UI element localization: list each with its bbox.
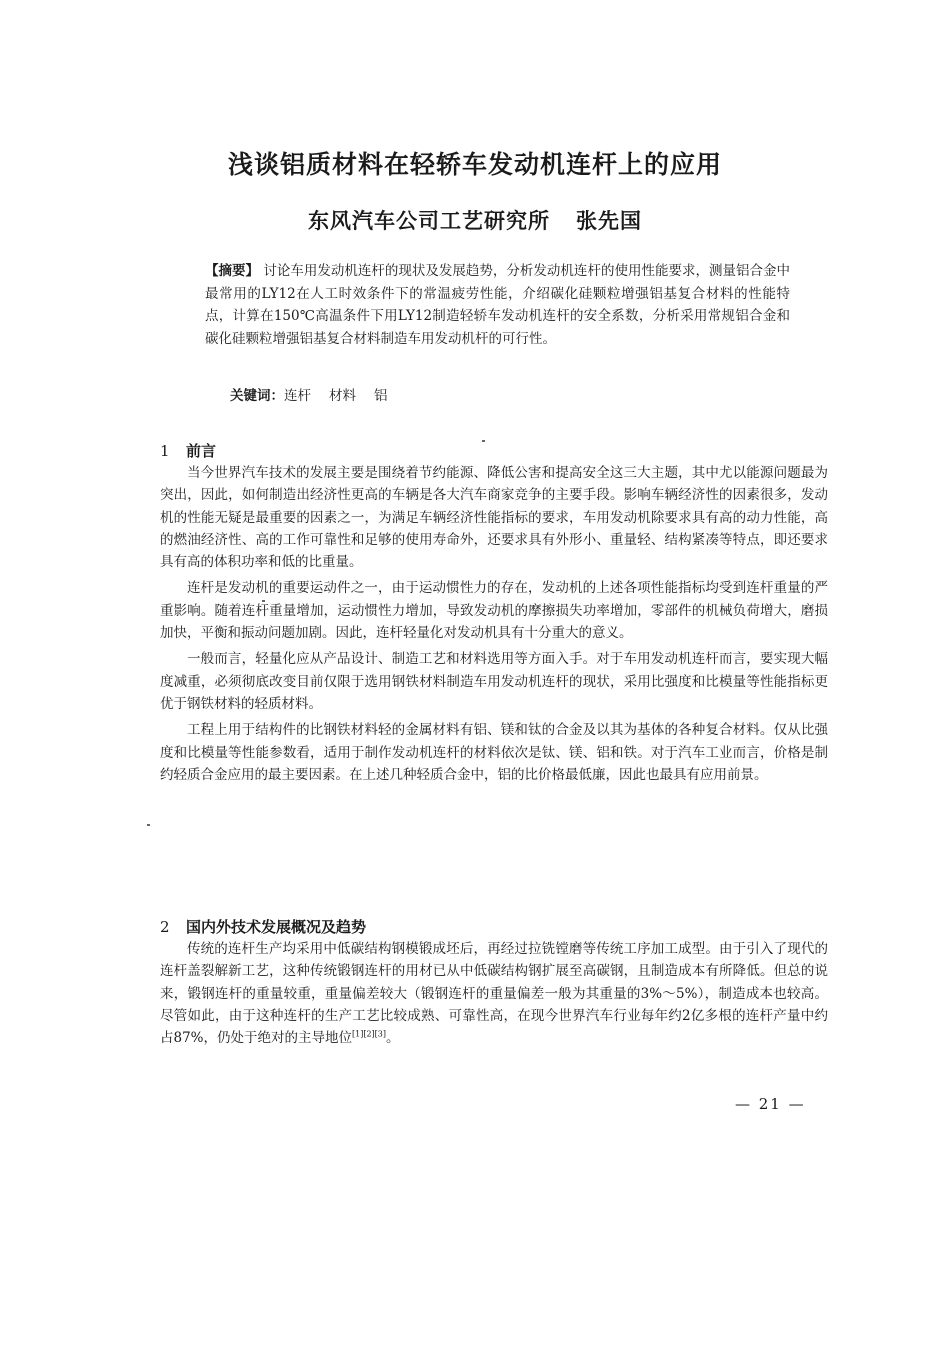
section-title: 国内外技术发展概况及趋势	[186, 918, 367, 936]
scan-speck	[262, 600, 265, 602]
paragraph: 连杆是发动机的重要运动件之一，由于运动惯性力的存在，发动机的上述各项性能指标均受到连杆重量的严重影响。随着连杆重量增加，运动惯性力增加，导致发动机的摩擦损失功率增加，零部件的机械负荷增大，磨损加快，平衡和振动问题加剧。因此，连杆轻量化对发动机具有十分重大的意义。	[160, 580, 828, 642]
section-number: 2	[160, 918, 170, 936]
section-2-body	[160, 938, 828, 1053]
paragraph	[160, 938, 828, 1049]
section-number: 1	[160, 442, 170, 460]
keywords-label: 关键词：	[230, 388, 284, 404]
citation: [1][2][3]	[352, 1029, 387, 1039]
keyword: 连杆	[284, 388, 311, 404]
paragraph: 一般而言，轻量化应从产品设计、制造工艺和材料选用等方面入手。对于车用发动机连杆而言，要实现大幅度减重，必须彻底改变目前仅限于选用钢铁材料制造车用发动机连杆的现状，采用比强度和比模量等性能指标更优于钢铁材料的轻质材料。	[160, 651, 828, 712]
keyword: 铝	[374, 388, 388, 404]
scan-speck	[482, 440, 485, 442]
abstract-label: 【摘要】	[205, 263, 260, 279]
section-heading-1	[160, 440, 216, 461]
author-affiliation: 东风汽车公司工艺研究所	[308, 208, 550, 233]
abstract	[205, 260, 790, 350]
keywords	[230, 386, 406, 406]
paper-title: 浅谈铝质材料在轻轿车发动机连杆上的应用	[227, 150, 722, 179]
author-name: 张先国	[576, 208, 642, 233]
scan-speck	[147, 824, 150, 826]
author-line	[0, 205, 950, 235]
paragraph-end: 。	[386, 1030, 400, 1047]
paragraph: 当今世界汽车技术的发展主要是围绕着节约能源、降低公害和提高安全这三大主题，其中尤以能源问题最为突出，因此，如何制造出经济性更高的车辆是各大汽车商家竞争的主要手段。影响车辆经济性的因素很多，发动机的性能无疑是最重要的因素之一，为满足车辆经济性能指标的要求，车用发动机除要求具有高的动力性能，高的燃油经济性、高的工作可靠性和足够的使用寿命外，还要求具有外形小、重量轻、结构紧凑等特点，即还要求具有高的体积功率和低的比重量。	[160, 465, 828, 571]
page-number: — 21 —	[735, 1095, 806, 1113]
keyword: 材料	[329, 388, 356, 404]
paragraph: 工程上用于结构件的比钢铁材料轻的金属材料有铝、镁和钛的合金及以其为基体的各种复合材料。仅从比强度和比模量等性能参数看，适用于制作发动机连杆的材料依次是钛、镁、铝和铁。对于汽车工业而言，价格是制约轻质合金应用的最主要因素。在上述几种轻质合金中，铝的比价格最低廉，因此也最具有应用前景。	[160, 722, 828, 783]
paragraph-text: 传统的连杆生产均采用中低碳结构钢模锻成坯后，再经过拉铣镗磨等传统工序加工成型。由于引入了现代的连杆盖裂解新工艺，这种传统锻钢连杆的用材已从中低碳结构钢扩展至高碳钢，且制造成本有所降低。但总的说来，锻钢连杆的重量较重，重量偏差较大（锻钢连杆的重量偏差一般为其重量的3%～5%），制造成本也较高。尽管如此，由于这种连杆的生产工艺比较成熟、可靠性高，在现今世界汽车行业每年约2亿多根的连杆产量中约占87%，仍处于绝对的主导地位	[160, 941, 828, 1047]
section-title: 前言	[186, 442, 217, 460]
section-1-body	[160, 462, 828, 790]
abstract-text: 讨论车用发动机连杆的现状及发展趋势，分析发动机连杆的使用性能要求，测量铝合金中最常用的LY12在人工时效条件下的常温疲劳性能，介绍碳化硅颗粒增强铝基复合材料的性能特点，计算在150℃高温条件下用LY12制造轻轿车发动机连杆的安全系数，分析采用常规铝合金和碳化硅颗粒增强铝基复合材料制造车用发动机杆的可行性。	[205, 263, 791, 347]
section-heading-2	[160, 916, 366, 937]
